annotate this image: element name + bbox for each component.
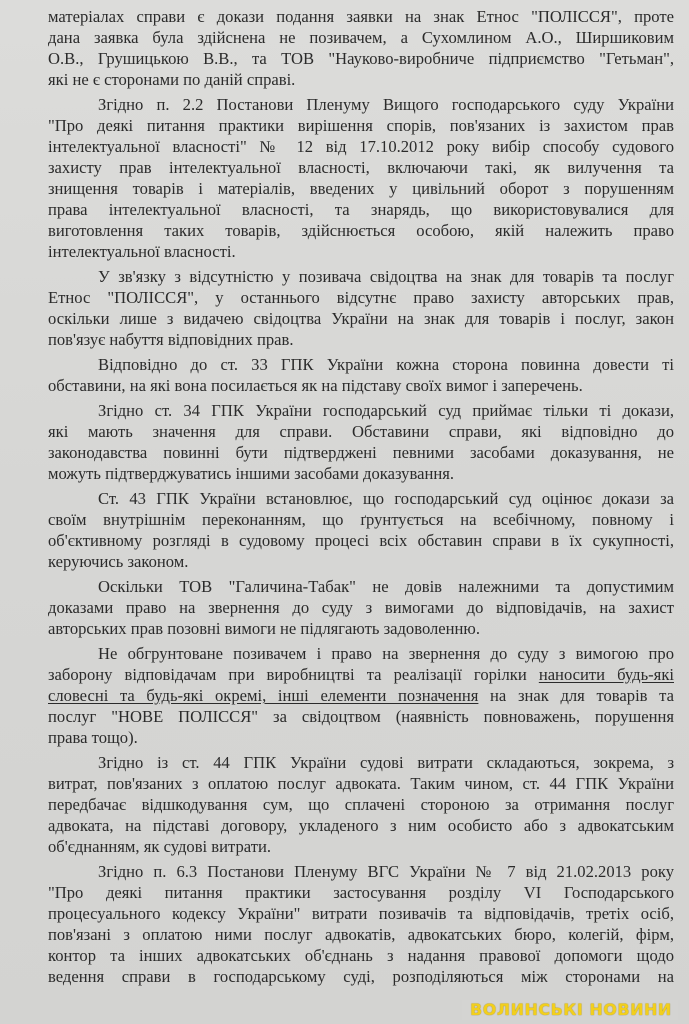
text-line: пов'язані з оплатою ними послуг адвокатів, адвокатських бюро, колегій, фірм, bbox=[48, 925, 674, 944]
text-line: керуючись законом. bbox=[48, 552, 189, 571]
text-line: авторських прав позовні вимоги не підлягають задоволенню. bbox=[48, 619, 480, 638]
text-line: Згідно п. 2.2 Постанови Пленуму Вищого господарського суду України bbox=[98, 95, 674, 114]
paragraph bbox=[48, 266, 674, 350]
paragraph bbox=[48, 94, 674, 262]
text-line: інтелектуальної власності. bbox=[48, 242, 236, 261]
text-line: своїм внутрішнім переконанням, що ґрунтується на всебічному, повному і bbox=[48, 510, 674, 529]
paragraph bbox=[48, 354, 674, 396]
text-line: послуг "НОВЕ ПОЛІССЯ" за свідоцтвом (наявність повноважень, порушення bbox=[48, 707, 674, 726]
text-line: законодавства повинні бути підтверджені певними засобами доказування, не bbox=[48, 443, 674, 462]
text-line: ведення справи в господарському суді, розподіляються між сторонами на bbox=[48, 967, 674, 986]
text-line: виготовлення таких товарів, здійснюється особою, якій належить право bbox=[48, 221, 674, 240]
text-line: оскільки лише з видачею свідоцтва України на знак для товарів і послуг, закон bbox=[48, 309, 674, 328]
paragraph bbox=[48, 752, 674, 857]
text-line: які не є сторонами по даній справі. bbox=[48, 70, 296, 89]
text-line: Не обгрунтоване позивачем і право на звернення до суду з вимогою про bbox=[98, 644, 674, 663]
text-line: Відповідно до ст. 33 ГПК України кожна сторона повинна довести ті bbox=[98, 355, 674, 374]
text-line: У зв'язку з відсутністю у позивача свідоцтва на знак для товарів та послуг bbox=[98, 267, 674, 286]
text-line: адвоката, на підставі договору, укладеного з ним особисто або з адвокатським bbox=[48, 816, 674, 835]
text-line: обставини, на які вона посилається як на підставу своїх вимог і заперечень. bbox=[48, 376, 583, 395]
text-line: Згідно п. 6.3 Постанови Пленуму ВГС України № 7 від 21.02.2013 року bbox=[98, 862, 674, 881]
text-line: Ст. 43 ГПК України встановлює, що господарський суд оцінює докази за bbox=[98, 489, 674, 508]
text-line: Етнос "ПОЛІССЯ", у останнього відсутнє право захисту авторських прав, bbox=[48, 288, 674, 307]
paragraph bbox=[48, 488, 674, 572]
text-line: об'єднанням, як судові витрати. bbox=[48, 837, 271, 856]
text-line: можуть підтверджуватись іншими засобами доказування. bbox=[48, 464, 454, 483]
text-line: передбачає відшкодування сум, що сплачені стороною за отримання послуг bbox=[48, 795, 674, 814]
paragraph bbox=[48, 576, 674, 639]
text-line: "Про деякі питання практики вирішення спорів, пов'язаних із захистом прав bbox=[48, 116, 674, 135]
text-line: дана заявка була здійснена не позивачем, а Сухомлином А.О., Ширшиковим bbox=[48, 28, 674, 47]
text-line: "Про деякі питання практики застосування розділу VI Господарського bbox=[48, 883, 674, 902]
text-line: О.В., Грушицькою В.В., та ТОВ "Науково-виробниче підприємство "Гетьман", bbox=[48, 49, 674, 68]
text-line: матеріалах справи є докази подання заявки на знак Етнос "ПОЛІССЯ", проте bbox=[48, 7, 674, 26]
text-line bbox=[48, 685, 674, 706]
text-line: Згідно ст. 34 ГПК України господарський суд приймає тільки ті докази, bbox=[98, 401, 674, 420]
paragraph bbox=[48, 400, 674, 484]
document-page bbox=[48, 6, 674, 991]
underlined-text: наносити будь-які bbox=[538, 665, 674, 684]
text-line: Оскільки ТОВ "Галичина-Табак" не довів належними та допустимим bbox=[98, 577, 674, 596]
text-line: Згідно із ст. 44 ГПК України судові витрати складаються, зокрема, з bbox=[98, 753, 674, 772]
text-segment: заборону відповідачам при виробництві та реалізації горілки bbox=[48, 665, 539, 684]
watermark-logo: ВОЛИНСЬКІ НОВИНИ bbox=[462, 1000, 678, 1020]
paragraph bbox=[48, 643, 674, 748]
text-line: процесуального кодексу України" витрати позивачів та відповідачів, третіх осіб, bbox=[48, 904, 674, 923]
text-line: права тощо). bbox=[48, 728, 138, 747]
paragraph bbox=[48, 861, 674, 987]
paragraph bbox=[48, 6, 674, 90]
text-segment: на знак для товарів та bbox=[478, 686, 674, 705]
text-line: пов'язує набуття відповідних прав. bbox=[48, 330, 294, 349]
text-line: доказами право на звернення до суду з вимогами до відповідачів, на захист bbox=[48, 598, 674, 617]
text-line: витрат, пов'язаних з оплатою послуг адвоката. Таким чином, ст. 44 ГПК України bbox=[48, 774, 674, 793]
text-line: які мають значення для справи. Обставини справи, які відповідно до bbox=[48, 422, 674, 441]
text-line: контор та інших адвокатських об'єднань з надання правової допомоги щодо bbox=[48, 946, 674, 965]
text-line: захисту прав інтелектуальної власності, включаючи такі, як вилучення та bbox=[48, 158, 674, 177]
text-line: права інтелектуальної власності, та знарядь, що використовувалися для bbox=[48, 200, 674, 219]
underlined-text: словесні та будь-які окремі, інші елементи позначення bbox=[48, 686, 479, 705]
text-line bbox=[48, 664, 674, 685]
text-line: знищення товарів і матеріалів, введених у цивільний оборот з порушенням bbox=[48, 179, 674, 198]
text-line: об'єктивному розгляді в судовому процесі всіх обставин справи в їх сукупності, bbox=[48, 531, 674, 550]
text-line: інтелектуальної власності" № 12 від 17.10.2012 року вибір способу судового bbox=[48, 137, 674, 156]
